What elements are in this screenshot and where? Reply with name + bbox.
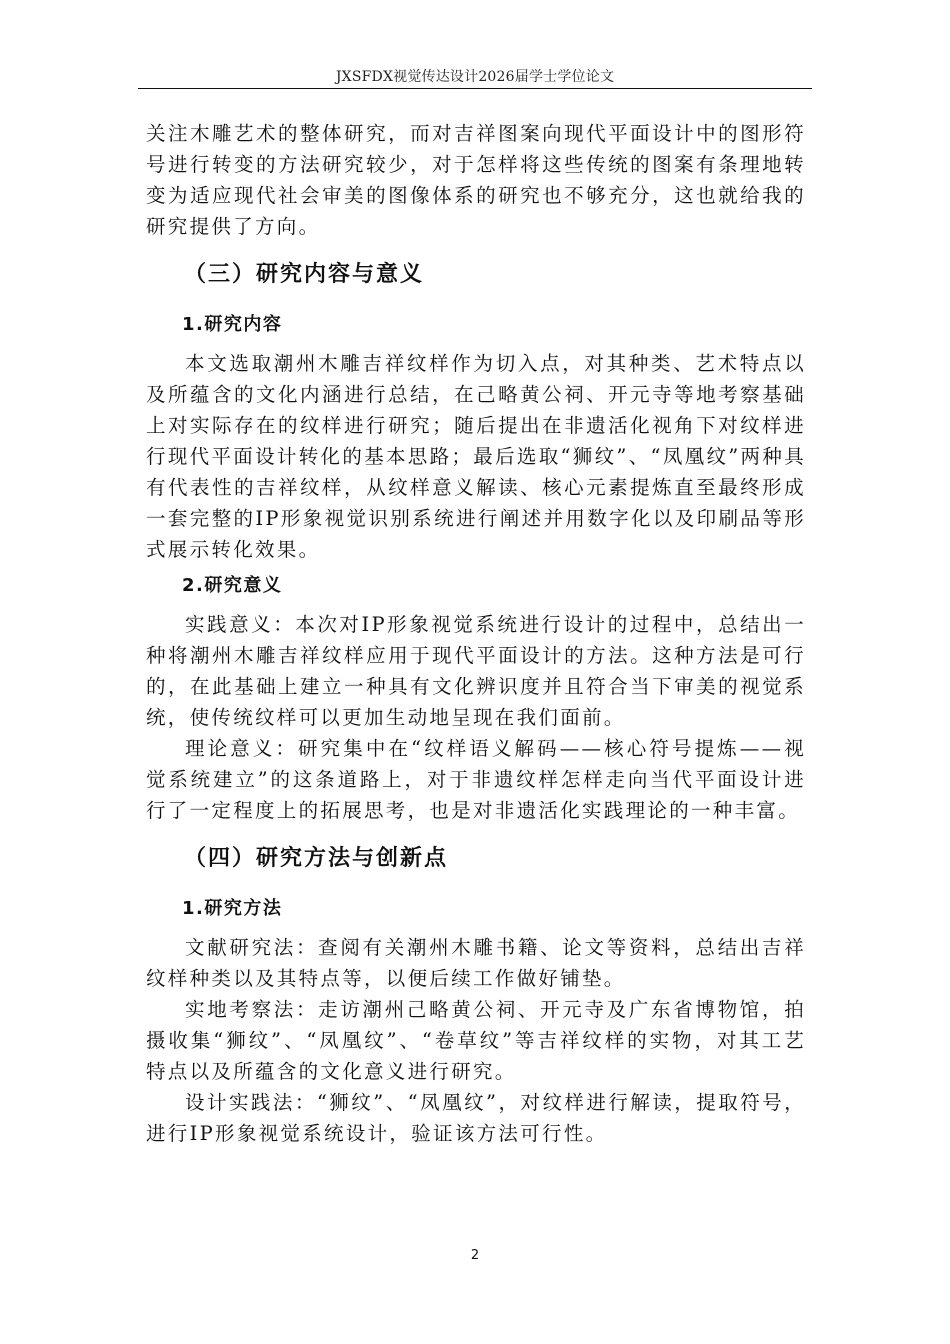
literature-method-paragraph: 文献研究法：查阅有关潮州木雕书籍、论文等资料，总结出吉祥纹样种类以及其特点等，以便后续工作做好铺垫。	[146, 936, 806, 990]
intro-paragraph: 关注木雕艺术的整体研究，而对吉祥图案向现代平面设计中的图形符号进行转变的方法研究较少，对于怎样将这些传统的图案有条理地转变为适应现代社会审美的图像体系的研究也不够充分，这也就给我的研究提供了方向。	[146, 122, 806, 238]
theoretical-significance-paragraph: 理论意义：研究集中在“纹样语义解码——核心符号提炼——视觉系统建立”的这条道路上，对于非遗纹样怎样走向当代平面设计进行了一定程度上的拓展思考，也是对非遗活化实践理论的一种丰富。	[146, 737, 806, 822]
page-number: 2	[470, 1248, 480, 1263]
design-practice-method-paragraph: 设计实践法：“狮纹”、“凤凰纹”，对纹样进行解读，提取符号，进行IP形象视觉系统设计，验证该方法可行性。	[146, 1091, 806, 1145]
header-rule	[138, 88, 812, 89]
page-body	[146, 118, 806, 1149]
section-4-heading: （四）研究方法与创新点	[184, 846, 449, 871]
running-header: JXSFDX视觉传达设计2026届学士学位论文	[335, 69, 615, 85]
research-content-paragraph: 本文选取潮州木雕吉祥纹样作为切入点，对其种类、艺术特点以及所蕴含的文化内涵进行总结，在己略黄公祠、开元寺等地考察基础上对实际存在的纹样进行研究；随后提出在非遗活化视角下对纹样进行现代平面设计转化的基本思路；最后选取“狮纹”、“凤凰纹”两种具有代表性的吉祥纹样，从纹样意义解读、核心元素提炼直至最终形成一套完整的IP形象视觉识别系统进行阐述并用数字化以及印刷品等形式展示转化效果。	[146, 352, 806, 561]
subsection-research-methods-heading: 1.研究方法	[182, 898, 283, 919]
field-study-method-paragraph: 实地考察法：走访潮州己略黄公祠、开元寺及广东省博物馆，拍摄收集“狮纹”、“凤凰纹”、“卷草纹”等吉祥纹样的实物，对其工艺特点以及所蕴含的文化意义进行研究。	[146, 998, 806, 1083]
practical-significance-paragraph: 实践意义：本次对IP形象视觉系统进行设计的过程中，总结出一种将潮州木雕吉祥纹样应用于现代平面设计的方法。这种方法是可行的，在此基础上建立一种具有文化辨识度并且符合当下审美的视觉系统，使传统纹样可以更加生动地呈现在我们面前。	[146, 613, 806, 729]
subsection-research-significance-heading: 2.研究意义	[182, 575, 283, 596]
section-3-heading: （三）研究内容与意义	[184, 262, 425, 287]
subsection-research-content-heading: 1.研究内容	[182, 314, 283, 335]
